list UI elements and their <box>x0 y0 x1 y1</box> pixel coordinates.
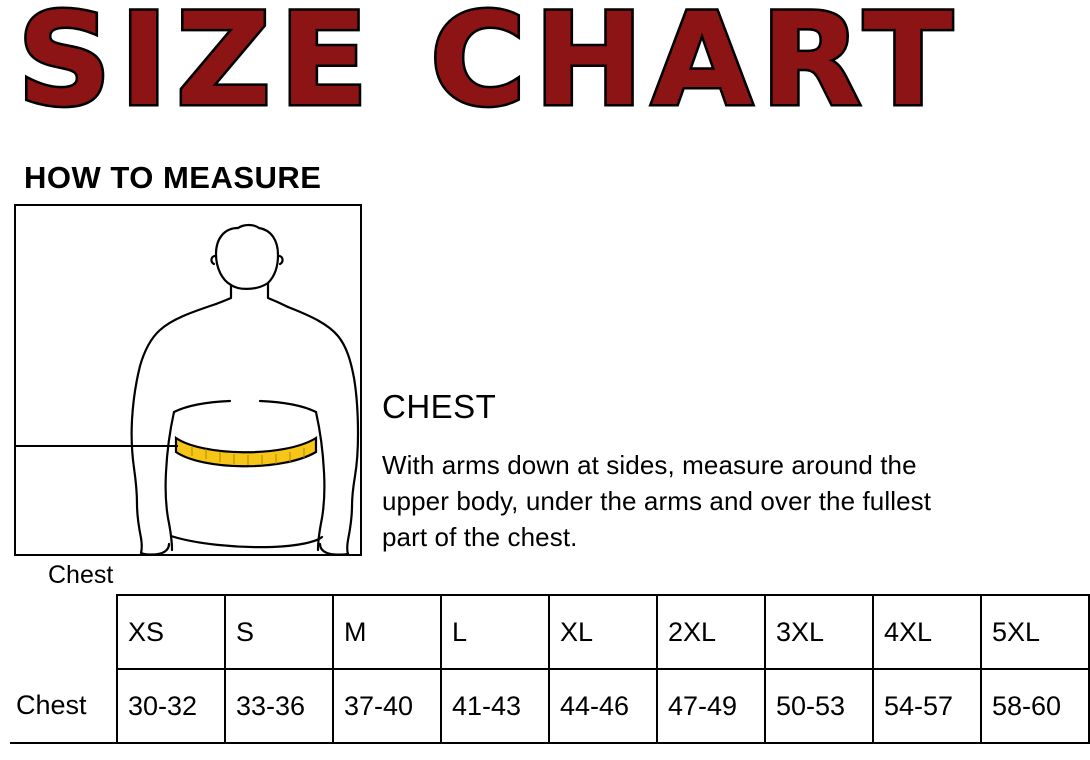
size-header-l: L <box>441 595 549 669</box>
size-header-2xl: 2XL <box>657 595 765 669</box>
chest-description-heading: CHEST <box>382 388 497 425</box>
chest-value-l: 41-43 <box>441 669 549 743</box>
size-header-m: M <box>333 595 441 669</box>
size-header-xs: XS <box>117 595 225 669</box>
chest-value-4xl: 54-57 <box>873 669 981 743</box>
chest-description <box>382 388 962 556</box>
chest-value-2xl: 47-49 <box>657 669 765 743</box>
chest-value-s: 33-36 <box>225 669 333 743</box>
size-header-3xl: 3XL <box>765 595 873 669</box>
size-chart-table <box>10 594 1090 744</box>
chest-callout-label: Chest <box>48 561 114 589</box>
chest-value-xl: 44-46 <box>549 669 657 743</box>
size-header-xl: XL <box>549 595 657 669</box>
row-label-chest: Chest <box>10 669 117 743</box>
table-header-row <box>10 595 1089 669</box>
table-corner-cell <box>10 595 117 669</box>
chest-value-m: 37-40 <box>333 669 441 743</box>
size-header-s: S <box>225 595 333 669</box>
size-header-5xl: 5XL <box>981 595 1089 669</box>
chest-description-body: With arms down at sides, measure around the upper body, under the arms and over the fullest part of the chest. <box>382 450 932 552</box>
size-header-4xl: 4XL <box>873 595 981 669</box>
table-row <box>10 669 1089 743</box>
chest-value-xs: 30-32 <box>117 669 225 743</box>
tape-measure <box>176 438 316 466</box>
measurement-figure <box>14 204 362 589</box>
torso-illustration <box>16 206 360 554</box>
chest-value-5xl: 58-60 <box>981 669 1089 743</box>
chest-value-3xl: 50-53 <box>765 669 873 743</box>
how-to-measure-heading: HOW TO MEASURE <box>24 160 322 195</box>
page-title: SIZE CHART <box>17 0 961 135</box>
